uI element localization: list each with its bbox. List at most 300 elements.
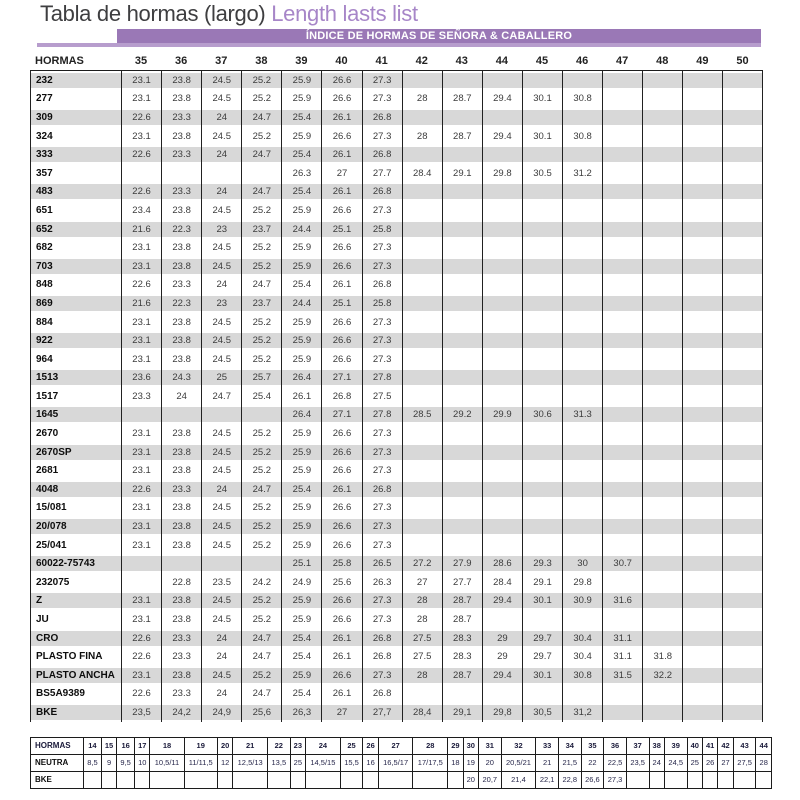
value-text — [683, 352, 722, 367]
value-text — [643, 407, 682, 422]
value-text: 24.5 — [202, 203, 241, 218]
value-text — [403, 519, 442, 534]
value-cell — [602, 499, 642, 518]
size-header-cell: 50 — [736, 54, 749, 67]
value-cell — [642, 294, 682, 313]
value-text — [603, 463, 642, 478]
value-text: 25.2 — [242, 259, 281, 274]
value-text: 23.8 — [162, 538, 201, 553]
value-cell — [201, 276, 241, 295]
value-cell — [442, 276, 482, 295]
value-text — [683, 668, 722, 683]
size-header-cell: 37 — [215, 54, 228, 67]
value-cell — [402, 499, 442, 518]
value-cell — [241, 183, 281, 202]
value-cell: 21,4 — [501, 772, 536, 789]
value-text — [723, 445, 761, 460]
value-text: 26.4 — [282, 407, 321, 422]
value-text — [443, 110, 482, 125]
value-text — [523, 463, 562, 478]
value-cell — [442, 685, 482, 704]
conversion-table-body — [31, 738, 772, 789]
value-cell — [121, 145, 161, 164]
index-banner-text: ÍNDICE DE HORMAS DE SEÑORA & CABALLERO — [305, 30, 573, 42]
value-text: 25.9 — [282, 445, 321, 460]
value-cell — [722, 201, 762, 220]
value-cell — [402, 350, 442, 369]
value-cell: 19 — [463, 755, 478, 772]
value-text — [523, 538, 562, 553]
value-text: 23.8 — [162, 426, 201, 441]
value-text: 30.5 — [523, 166, 562, 181]
value-cell — [522, 573, 562, 592]
value-text: 23.8 — [162, 315, 201, 330]
value-cell — [135, 772, 150, 789]
row-label — [30, 573, 121, 592]
value-cell — [362, 536, 402, 555]
size-header-cell: 14 — [84, 738, 102, 755]
value-text — [523, 277, 562, 292]
value-text: 25.2 — [242, 333, 281, 348]
value-cell — [362, 406, 402, 425]
value-text: 27.3 — [363, 259, 402, 274]
row-label-text: 869 — [31, 296, 121, 311]
value-text: 27.3 — [363, 73, 402, 88]
value-cell — [121, 424, 161, 443]
value-cell — [602, 461, 642, 480]
value-cell — [281, 257, 321, 276]
value-cell — [602, 629, 642, 648]
value-cell — [482, 313, 522, 332]
value-cell — [121, 536, 161, 555]
value-cell — [482, 480, 522, 499]
value-text — [643, 110, 682, 125]
value-text — [483, 686, 522, 701]
row-label — [30, 387, 121, 406]
value-text — [443, 222, 482, 237]
row-label-text: PLASTO FINA — [31, 649, 121, 664]
value-cell — [241, 164, 281, 183]
value-cell — [201, 443, 241, 462]
value-cell — [121, 573, 161, 592]
value-cell — [121, 313, 161, 332]
value-text — [643, 91, 682, 106]
value-cell — [642, 238, 682, 257]
value-cell: 27,3 — [604, 772, 627, 789]
value-text: 25.9 — [282, 463, 321, 478]
value-cell — [121, 685, 161, 704]
value-cell — [161, 703, 201, 722]
value-cell — [642, 331, 682, 350]
value-text: 23.3 — [162, 631, 201, 646]
row-label — [30, 461, 121, 480]
value-cell — [161, 461, 201, 480]
value-text: 27.8 — [363, 370, 402, 385]
table-row — [30, 331, 763, 350]
value-text: 24.4 — [282, 296, 321, 311]
value-text — [483, 222, 522, 237]
value-text — [683, 91, 722, 106]
value-cell — [201, 703, 241, 722]
value-text — [523, 333, 562, 348]
value-text: 24.5 — [202, 73, 241, 88]
value-cell — [201, 164, 241, 183]
value-text — [403, 240, 442, 255]
value-text — [723, 500, 761, 515]
value-cell — [402, 313, 442, 332]
value-text — [603, 91, 642, 106]
value-text: 27.5 — [363, 389, 402, 404]
value-cell — [281, 387, 321, 406]
value-text — [563, 147, 602, 162]
value-cell — [722, 387, 762, 406]
value-cell — [281, 536, 321, 555]
row-label — [30, 629, 121, 648]
value-text: 23.1 — [122, 240, 161, 255]
value-cell — [682, 424, 722, 443]
value-cell — [201, 294, 241, 313]
table-row — [30, 387, 763, 406]
value-text — [563, 463, 602, 478]
row-label — [30, 647, 121, 666]
value-text — [643, 184, 682, 199]
value-text: 27,7 — [363, 705, 402, 720]
value-cell — [442, 294, 482, 313]
value-cell — [442, 610, 482, 629]
value-cell — [442, 536, 482, 555]
value-cell — [281, 461, 321, 480]
value-cell — [522, 276, 562, 295]
row-label-text: 324 — [31, 129, 121, 144]
value-text — [643, 315, 682, 330]
value-text: 26.4 — [282, 370, 321, 385]
value-cell — [682, 536, 722, 555]
value-text: 25.9 — [282, 129, 321, 144]
value-cell — [522, 685, 562, 704]
value-text — [563, 352, 602, 367]
value-cell — [562, 294, 602, 313]
value-text — [202, 556, 241, 571]
value-text — [603, 389, 642, 404]
value-cell — [602, 406, 642, 425]
value-text: 29.2 — [443, 407, 482, 422]
value-cell: 8,5 — [84, 755, 102, 772]
value-text: 25.6 — [322, 575, 361, 590]
value-cell — [522, 127, 562, 146]
value-cell: 13,5 — [268, 755, 291, 772]
value-text: 25.2 — [242, 426, 281, 441]
value-cell — [522, 145, 562, 164]
value-cell — [442, 183, 482, 202]
value-cell — [642, 145, 682, 164]
value-text — [683, 649, 722, 664]
value-cell — [722, 183, 762, 202]
value-text — [483, 73, 522, 88]
value-text: 27.5 — [403, 631, 442, 646]
value-text: 26.6 — [322, 593, 361, 608]
value-text — [723, 277, 761, 292]
value-cell — [482, 592, 522, 611]
row-label — [30, 424, 121, 443]
size-header-cell: 46 — [575, 54, 589, 67]
row-label-text: 682 — [31, 240, 121, 255]
value-text: 23.7 — [242, 296, 281, 311]
value-cell — [241, 703, 281, 722]
value-cell — [642, 369, 682, 388]
value-cell — [281, 164, 321, 183]
size-header-cell: 44 — [756, 738, 772, 755]
value-text — [603, 315, 642, 330]
value-cell — [722, 294, 762, 313]
value-text: 28.4 — [403, 166, 442, 181]
size-header-cell: 34 — [558, 738, 581, 755]
value-text: 25.2 — [242, 352, 281, 367]
value-text: 26.6 — [322, 91, 361, 106]
value-text — [122, 166, 161, 181]
value-text — [523, 296, 562, 311]
value-cell — [281, 220, 321, 239]
row-label — [30, 331, 121, 350]
value-cell — [642, 647, 682, 666]
value-cell — [161, 666, 201, 685]
row-label-text: 1513 — [31, 370, 121, 385]
table-row — [30, 554, 763, 573]
value-cell — [442, 387, 482, 406]
value-text: 25.4 — [282, 277, 321, 292]
value-text — [443, 73, 482, 88]
value-cell — [281, 108, 321, 127]
value-text — [563, 222, 602, 237]
value-cell — [402, 666, 442, 685]
value-text — [122, 407, 161, 422]
value-text — [483, 203, 522, 218]
value-text — [523, 370, 562, 385]
value-text: 29,8 — [483, 705, 522, 720]
value-cell — [562, 406, 602, 425]
value-cell — [756, 772, 772, 789]
value-text: 26.3 — [363, 575, 402, 590]
value-cell — [121, 666, 161, 685]
value-cell — [722, 610, 762, 629]
value-cell — [722, 108, 762, 127]
value-cell: 20 — [478, 755, 501, 772]
value-cell — [281, 666, 321, 685]
value-cell — [281, 145, 321, 164]
bottom-label-bke: BKE — [31, 772, 84, 789]
table-row — [30, 369, 763, 388]
value-cell — [362, 685, 402, 704]
value-text: 25.9 — [282, 612, 321, 627]
value-cell — [722, 685, 762, 704]
value-cell — [482, 238, 522, 257]
row-label-text: 964 — [31, 352, 121, 367]
value-cell — [281, 443, 321, 462]
value-text — [403, 500, 442, 515]
main-table-body — [30, 71, 763, 722]
value-text — [723, 631, 761, 646]
table-row — [30, 238, 763, 257]
size-header-cell: 39 — [664, 738, 687, 755]
value-cell: 20 — [463, 772, 478, 789]
value-cell — [626, 772, 649, 789]
value-text — [443, 370, 482, 385]
value-text: 30.4 — [563, 631, 602, 646]
value-cell — [241, 108, 281, 127]
value-text: 25.2 — [242, 519, 281, 534]
table-row — [30, 480, 763, 499]
value-cell — [482, 164, 522, 183]
value-cell — [602, 108, 642, 127]
value-text: 27.3 — [363, 668, 402, 683]
value-cell — [402, 276, 442, 295]
value-text: 25.9 — [282, 73, 321, 88]
value-cell — [121, 164, 161, 183]
value-text: 25.2 — [242, 500, 281, 515]
value-text: 29.4 — [483, 91, 522, 106]
value-cell — [362, 164, 402, 183]
value-cell — [201, 71, 241, 90]
value-cell — [413, 772, 448, 789]
value-cell — [722, 164, 762, 183]
value-cell — [722, 71, 762, 90]
value-text: 27.7 — [443, 575, 482, 590]
value-text: 23.1 — [122, 538, 161, 553]
value-text: 23.5 — [202, 575, 241, 590]
value-text — [683, 203, 722, 218]
value-cell — [161, 629, 201, 648]
value-text — [603, 240, 642, 255]
value-text — [523, 445, 562, 460]
value-cell — [722, 554, 762, 573]
value-text — [403, 203, 442, 218]
value-cell — [321, 313, 361, 332]
value-text: 23.8 — [162, 668, 201, 683]
value-text: 24.5 — [202, 500, 241, 515]
value-cell — [201, 220, 241, 239]
value-text: 27.2 — [403, 556, 442, 571]
value-cell — [562, 220, 602, 239]
value-text: 23.8 — [162, 73, 201, 88]
value-cell — [482, 424, 522, 443]
value-text — [643, 612, 682, 627]
value-cell — [522, 554, 562, 573]
value-text — [723, 259, 761, 274]
value-cell — [201, 145, 241, 164]
value-cell — [321, 90, 361, 109]
value-cell: 10,5/11 — [150, 755, 184, 772]
size-header-cell: 36 — [175, 54, 188, 67]
size-header-cell: 41 — [702, 738, 717, 755]
value-cell — [482, 276, 522, 295]
value-cell — [121, 220, 161, 239]
value-cell — [117, 772, 135, 789]
value-cell — [121, 201, 161, 220]
value-text — [483, 463, 522, 478]
value-cell — [321, 220, 361, 239]
value-cell — [233, 772, 268, 789]
value-text — [162, 556, 201, 571]
value-cell — [722, 90, 762, 109]
row-label-text: 25/041 — [31, 538, 121, 553]
value-cell — [522, 350, 562, 369]
value-cell — [241, 666, 281, 685]
value-text: 23.8 — [162, 500, 201, 515]
value-text: 28.7 — [443, 593, 482, 608]
value-text: 27 — [322, 166, 361, 181]
value-cell — [201, 573, 241, 592]
value-text: 28 — [403, 129, 442, 144]
value-cell — [682, 350, 722, 369]
value-cell — [241, 350, 281, 369]
value-text: 23,5 — [122, 705, 161, 720]
value-cell — [642, 685, 682, 704]
value-text — [603, 129, 642, 144]
value-cell: 9,5 — [117, 755, 135, 772]
value-cell — [321, 573, 361, 592]
value-text — [683, 184, 722, 199]
value-cell — [482, 517, 522, 536]
value-cell — [562, 350, 602, 369]
value-cell — [201, 257, 241, 276]
value-cell — [362, 554, 402, 573]
value-cell — [682, 685, 722, 704]
value-cell — [522, 387, 562, 406]
value-text: 26.6 — [322, 73, 361, 88]
row-label — [30, 164, 121, 183]
value-cell — [562, 666, 602, 685]
value-cell — [362, 108, 402, 127]
value-text: 28.4 — [483, 575, 522, 590]
value-text — [603, 575, 642, 590]
value-text — [683, 538, 722, 553]
value-cell — [522, 108, 562, 127]
value-text: 23.3 — [162, 686, 201, 701]
value-cell — [482, 610, 522, 629]
value-cell — [281, 610, 321, 629]
value-cell — [682, 164, 722, 183]
value-text — [483, 147, 522, 162]
value-cell — [161, 350, 201, 369]
value-text: 24.7 — [242, 184, 281, 199]
value-cell — [442, 145, 482, 164]
value-cell — [321, 183, 361, 202]
value-cell — [482, 387, 522, 406]
row-label — [30, 517, 121, 536]
value-cell — [402, 536, 442, 555]
value-cell — [241, 536, 281, 555]
value-cell — [402, 592, 442, 611]
row-label-text: 357 — [31, 166, 121, 181]
value-text: 25.9 — [282, 668, 321, 683]
value-cell — [602, 647, 642, 666]
value-text: 26.6 — [322, 500, 361, 515]
value-text: 24.5 — [202, 240, 241, 255]
value-text: 29.1 — [443, 166, 482, 181]
value-cell — [602, 685, 642, 704]
value-text — [242, 556, 281, 571]
value-text — [403, 73, 442, 88]
value-cell — [362, 183, 402, 202]
value-text: 27.3 — [363, 519, 402, 534]
value-cell — [602, 257, 642, 276]
value-cell — [562, 461, 602, 480]
value-text: 24 — [162, 389, 201, 404]
value-cell — [241, 610, 281, 629]
value-cell — [241, 629, 281, 648]
value-text — [483, 612, 522, 627]
value-cell — [722, 350, 762, 369]
value-text — [202, 166, 241, 181]
